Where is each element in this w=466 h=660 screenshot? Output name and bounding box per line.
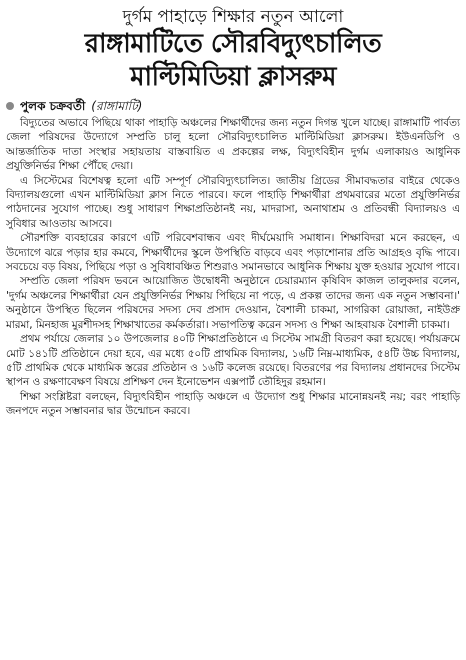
main-headline-line-1: রাঙ্গামাটিতে সৌরবিদ্যুৎচালিত — [84, 29, 382, 59]
byline-author: পুলক চক্রবর্তী — [20, 99, 86, 113]
byline-location: (রাঙ্গামাটি) — [91, 99, 143, 113]
bullet-icon — [6, 102, 14, 110]
paragraph: সৌরশক্তি ব্যবহারের কারণে এটি পরিবেশবান্ধব এবং দীর্ঘমেয়াদি সমাধান। শিক্ষাবিদরা মনে করছেন, এ উদ্যোগে ঝরে পড়ার হার কমবে, শিক্ষার্থীদের স্কুলে উপস্থিতি বাড়বে এবং পড়াশোনার প্রতি আগ্রহও বৃদ্ধি পাবে। সবচেয়ে বড় বিষয়, পিছিয়ে পড়া ও সুবিধাবঞ্চিত শিশুরাও সমানভাবে আধুনিক শিক্ষায় যুক্ত হওয়ার সুযোগ পাবে। — [6, 232, 460, 274]
paragraph: এ সিস্টেমের বিশেষত্ব হলো এটি সম্পূর্ণ সৌরবিদ্যুৎচালিত। জাতীয় গ্রিডের সীমাবদ্ধতার বাইরে থেকেও বিদ্যালয়গুলো এখন মাল্টিমিডিয়া ক্লাস নিতে পারবে। ফলে পাহাড়ি শিক্ষার্থীরা প্রথমবারের মতো প্রযুক্তিনির্ভর পাঠদানের সুযোগ পাচ্ছে। শুধু সাধারণ শিক্ষাপ্রতিষ্ঠানই নয়, মাদরাসা, অনাথাশ্রম ও প্রতিবন্ধী বিদ্যালয়ও এ সুবিধার আওতায় আসবে। — [6, 174, 460, 230]
paragraph: সম্প্রতি জেলা পরিষদ ভবনে আয়োজিত উদ্বোধনী অনুষ্ঠানে চেয়ারম্যান কৃষিবিদ কাজল তালুকদার বলেন, 'দুর্গম অঞ্চলের শিক্ষার্থীরা যেন প্রযুক্তিনির্ভর শিক্ষায় পিছিয়ে না পড়ে, এ প্রকল্প তাদের জন্য এক নতুন সম্ভাবনা।' অনুষ্ঠানে উপস্থিত ছিলেন পরিষদের সদস্য দেব প্রসাদ দেওয়ান, বৈশালী চাকমা, সাগরিকা রোয়াজা, নাইউপ্রু মারমা, মিনহাজ মুরশীদসহ শিক্ষাখাতের কর্মকর্তারা। সভাপতিত্ব করেন সদস্য ও শিক্ষা আহবায়ক বৈশালী চাকমা। — [6, 275, 460, 331]
paragraph: শিক্ষা সংশ্লিষ্টরা বলছেন, বিদ্যুৎবিহীন পাহাড়ি অঞ্চলে এ উদ্যোগ শুধু শিক্ষার মানোন্নয়নই নয়; বরং পাহাড়ি জনপদে নতুন সম্ভাবনার দ্বার উন্মোচন করবে। — [6, 390, 460, 418]
article-body — [6, 116, 460, 419]
paragraph: প্রথম পর্যায়ে জেলার ১০ উপজেলার ৪০টি শিক্ষাপ্রতিষ্ঠানে এ সিস্টেম সামগ্রী বিতরণ করা হয়েছে। পর্যায়ক্রমে মোট ১৪১টি প্রতিষ্ঠানে দেয়া হবে, এর মধ্যে ৫০টি প্রাথমিক বিদ্যালয়, ১৬টি নিম্ন-মাধ্যমিক, ৫৪টি উচ্চ বিদ্যালয়, ৫টি প্রাথমিক থেকে মাধ্যমিক স্তরের প্রতিষ্ঠান ও ১৬টি কলেজ রয়েছে। বিতরণের পর বিদ্যালয় প্রধানদের সিস্টেম স্থাপন ও রক্ষণাবেক্ষণ বিষয়ে প্রশিক্ষণ দেন ইনোভেশন এক্সপার্ট তৌহিদুর রহমান। — [6, 333, 460, 389]
kicker-headline: দুর্গম পাহাড়ে শিক্ষার নতুন আলো — [122, 7, 344, 27]
main-headline-line-2: মাল্টিমিডিয়া ক্লাসরুম — [130, 62, 336, 92]
paragraph: বিদ্যুতের অভাবে পিছিয়ে থাকা পাহাড়ি অঞ্চলের শিক্ষার্থীদের জন্য নতুন দিগন্ত খুলে যাচ্ছে। রাঙ্গামাটি পার্বত্য জেলা পরিষদের উদ্যোগে সম্প্রতি চালু হলো সৌরবিদ্যুৎচালিত মাল্টিমিডিয়া ক্লাসরুম। ইউএনডিপি ও আন্তর্জাতিক দাতা সংস্থার সহায়তায় বাস্তবায়িত এ প্রকল্পের লক্ষ, বিদ্যুৎবিহীন দুর্গম এলাকায়ও আধুনিক প্রযুক্তিনির্ভর শিক্ষা পৌঁছে দেয়া। — [6, 117, 460, 173]
byline — [6, 98, 460, 114]
